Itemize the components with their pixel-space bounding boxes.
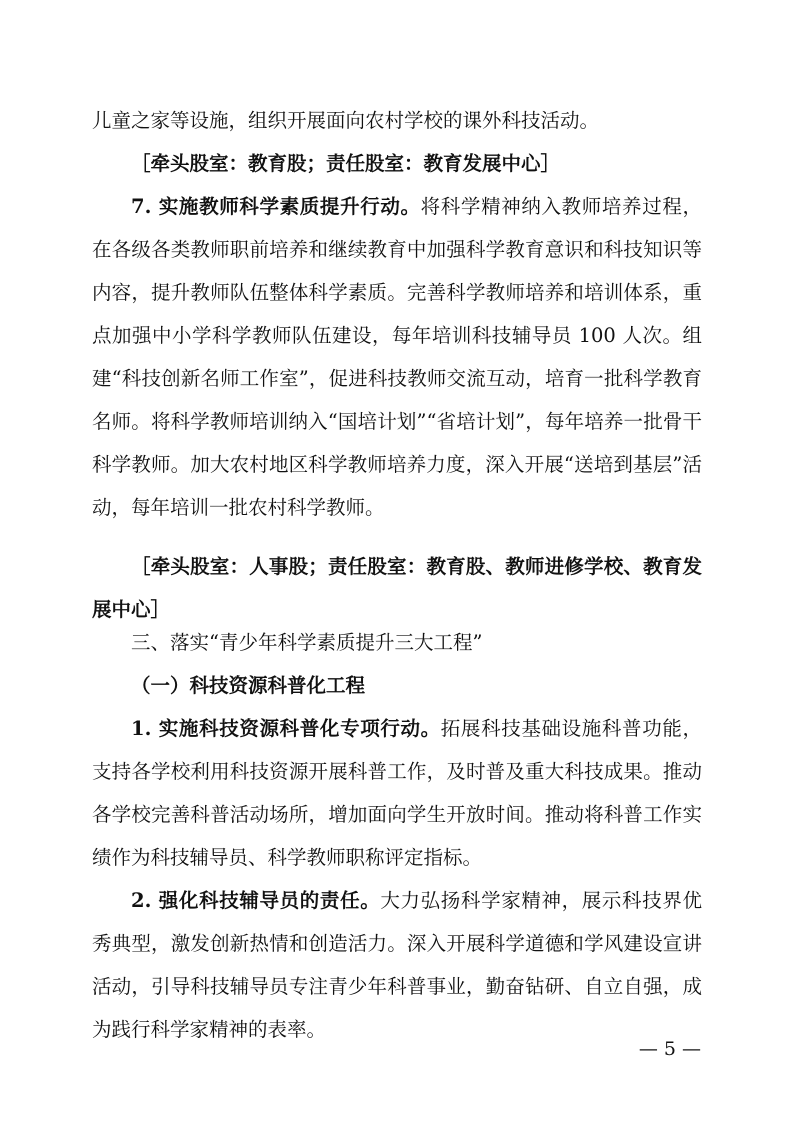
section-heading-text: 三、落实“青少年科学素质提升三大工程” [131, 631, 483, 654]
item-body: 拓展科技基础设施科普功能，支持各学校利用科技资源开展科普工作，及时普及重大科技成果。推动各学校完善科普活动场所，增加面向学生开放时间。推动将科普工作实绩作为科技辅导员、科学教师职称评定指标。 [92, 717, 702, 869]
paragraph-item-7 [92, 185, 702, 529]
item-body: 将科学精神纳入教师培养过程，在各级各类教师职前培养和继续教育中加强科学教育意识和科技知识等内容，提升教师队伍整体科学素质。完善科学教师培养和培训体系，重点加强中小学科学教师队伍建设，每年培训科技辅导员 100 人次。组建“科技创新名师工作室”，促进科技教师交流互动，培育一批科学教育名师。将科学教师培训纳入“国培计划”“省培计划”，每年培养一批骨干科学教师。加大农村地区科学教师培养力度，深入开展“送培到基层”活动，每年培训一批农村科学教师。 [92, 195, 702, 519]
subsection-heading [92, 664, 702, 707]
paragraph-text: 儿童之家等设施，组织开展面向农村学校的课外科技活动。 [92, 109, 600, 132]
paragraph-item-1 [92, 707, 702, 879]
item-body: 大力弘扬科学家精神，展示科技界优秀典型，激发创新热情和创造活力。深入开展科学道德和学风建设宣讲活动，引导科技辅导员专注青少年科普事业，勤奋钻研、自立自强，成为践行科学家精神的表率。 [92, 889, 702, 1041]
responsibility-text: ［牵头股室：人事股；责任股室：教育股、教师进修学校、教育发展中心］ [92, 555, 702, 621]
item-heading: 7. 实施教师科学素质提升行动。 [131, 195, 421, 218]
responsibility-note-1 [92, 142, 702, 185]
responsibility-note-2 [92, 545, 702, 631]
paragraph-item-2 [92, 879, 702, 1051]
section-heading [92, 621, 702, 664]
subsection-heading-text: （一）科技资源科普化工程 [131, 674, 366, 697]
page-number: — 5 — [638, 1038, 701, 1060]
item-heading: 1. 实施科技资源科普化专项行动。 [131, 717, 441, 740]
responsibility-text: ［牵头股室：教育股；责任股室：教育发展中心］ [131, 152, 561, 175]
paragraph-continuation [92, 99, 702, 142]
item-heading: 2. 强化科技辅导员的责任。 [131, 889, 381, 912]
